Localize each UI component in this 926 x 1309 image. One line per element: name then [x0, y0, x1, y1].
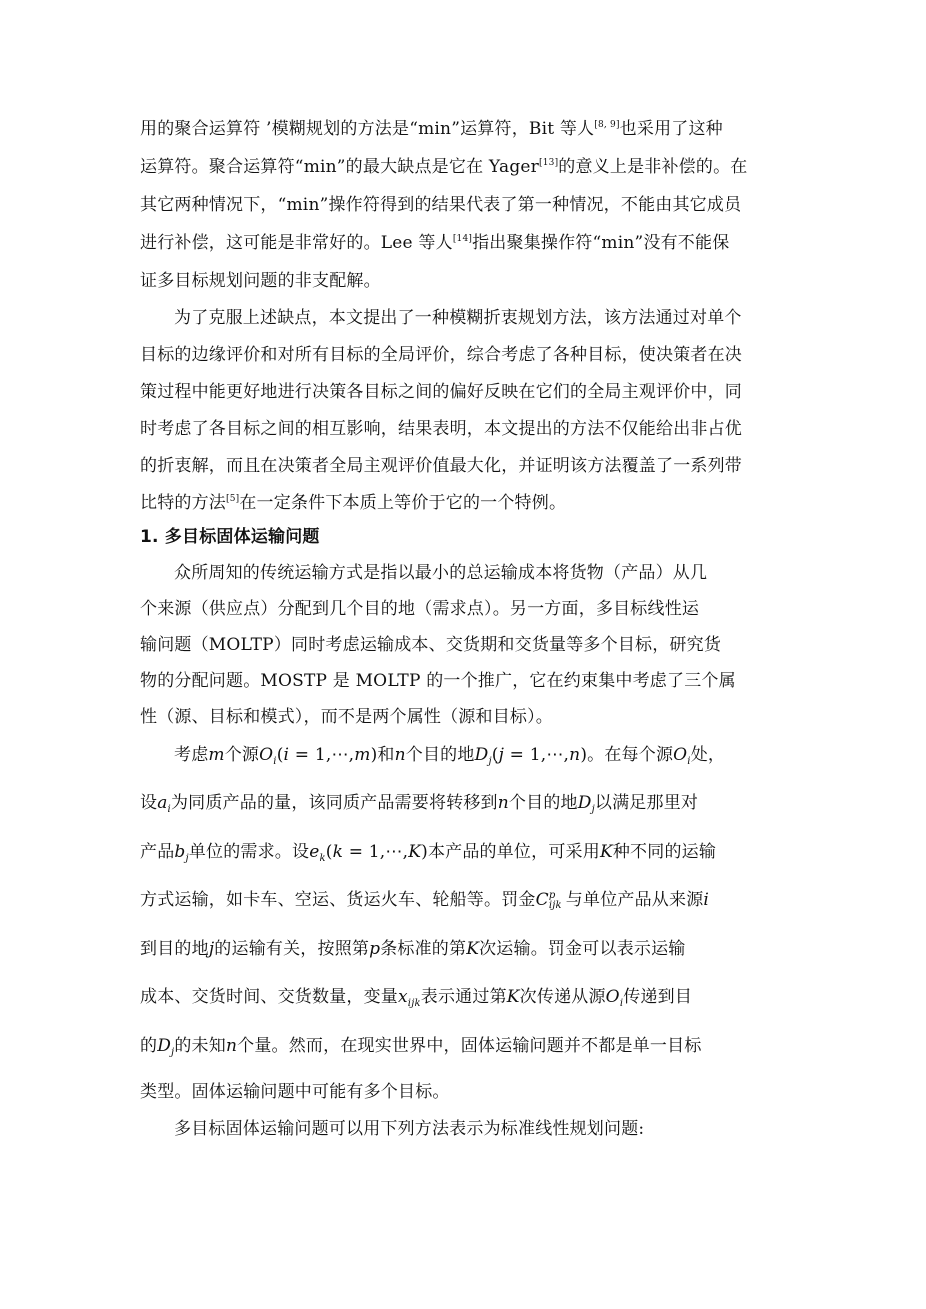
p1-line-5: 证多目标规划问题的非支配解。 — [140, 271, 381, 291]
math-var: a — [157, 793, 168, 813]
math-var: n — [497, 793, 509, 813]
math-sub: i — [687, 756, 691, 767]
text: 个源 — [224, 745, 260, 765]
text: 运算符。聚合运算符“min”的最大缺点是它在 Yager — [140, 157, 539, 177]
text: 个量。然而，在现实世界中，固体运输问题并不都是单一目标 — [237, 1036, 702, 1056]
math-var: K — [408, 842, 422, 862]
text: 。在每个源 — [587, 745, 674, 765]
p3-line-3: 输问题（MOLTP）同时考虑运输成本、交货期和交货量等多个目标，研究货 — [140, 635, 722, 655]
text: 本产品的单位，可采用 — [427, 842, 600, 862]
text: 用的聚合运算符 ’模糊规划的方法是“min”运算符，Bit 等人 — [140, 119, 595, 139]
text: 表示通过第 — [420, 987, 507, 1007]
math-sub: ijk — [548, 899, 562, 911]
math-sub: j — [171, 1047, 175, 1058]
text: 个目的地 — [405, 745, 475, 765]
p1-line-3: 其它两种情况下，“min”操作符得到的结果代表了第一种情况，不能由其它成员 — [140, 195, 742, 215]
math-text: = 1,⋯, — [343, 842, 409, 862]
math-var: D — [577, 793, 592, 813]
text: 和 — [377, 745, 395, 765]
math-var: n — [225, 1036, 238, 1056]
math-sub: j — [591, 804, 595, 815]
math-var: D — [157, 1036, 172, 1056]
p5-line-1: 多目标固体运输问题可以用下列方法表示为标准线性规划问题: — [174, 1119, 645, 1139]
citation: [8, 9] — [594, 120, 620, 130]
math-sub: j — [488, 756, 492, 767]
p4-line-6 — [140, 985, 692, 1009]
text: 为同质产品的量，该同质产品需要将转移到 — [170, 793, 498, 813]
math-paren: ( — [491, 745, 499, 765]
p2-line-1: 为了克服上述缺点，本文提出了一种模糊折衷规划方法，该方法通过对单个 — [174, 308, 742, 328]
text: 进行补偿，这可能是非常好的。Lee 等人 — [140, 233, 453, 253]
text: 指出聚集操作符“min”没有不能保 — [472, 233, 730, 253]
math-var: n — [569, 745, 581, 765]
math-var: i — [703, 890, 710, 910]
math-var: D — [474, 745, 489, 765]
math-var: K — [599, 842, 613, 862]
math-paren: ) — [580, 745, 588, 765]
text: 到目的地 — [140, 939, 209, 959]
math-var: O — [259, 745, 274, 765]
text: 设 — [140, 793, 158, 813]
text: 的意义上是非补偿的。在 — [558, 157, 748, 177]
math-sub: i — [619, 998, 624, 1009]
text: 与单位产品从来源 — [565, 890, 704, 910]
math-var: K — [466, 939, 480, 959]
math-sup: p — [548, 889, 556, 901]
math-var: b — [174, 842, 186, 862]
section-heading: 1. 多目标固体运输问题 — [140, 527, 320, 547]
math-var: e — [309, 842, 320, 862]
text: 产品 — [140, 842, 175, 862]
math-var: O — [605, 987, 620, 1007]
text: 次传递从源 — [519, 987, 606, 1007]
math-paren: ) — [370, 745, 378, 765]
math-var: O — [673, 745, 688, 765]
math-paren: ( — [325, 842, 333, 862]
citation: [14] — [452, 234, 473, 244]
p2-line-6 — [140, 491, 566, 515]
p4-line-5 — [140, 937, 686, 961]
math-var: j — [208, 939, 215, 959]
p3-line-4: 物的分配问题。MOSTP 是 MOLTP 的一个推广，它在约束集中考虑了三个属 — [140, 671, 736, 691]
math-sub: i — [273, 756, 277, 767]
text: 比特的方法 — [140, 493, 226, 513]
p4-line-7 — [140, 1034, 702, 1058]
math-paren: ( — [276, 745, 284, 765]
p4-line-8: 类型。固体运输问题中可能有多个目标。 — [140, 1082, 450, 1102]
text: 处， — [690, 745, 726, 765]
math-text: = 1,⋯, — [504, 745, 570, 765]
math-sub: k — [319, 853, 326, 864]
text: 成本、交货时间、交货数量，变量 — [140, 987, 398, 1007]
p3-line-1: 众所周知的传统运输方式是指以最小的总运输成本将货物（产品）从几 — [174, 563, 708, 583]
math-var: C — [535, 890, 549, 910]
text: 方式运输，如卡车、空运、货运火车、轮船等。罚金 — [140, 890, 536, 910]
math-var: j — [498, 745, 505, 765]
math-sub-sup — [549, 891, 562, 911]
text: 的运输有关，按照第 — [214, 939, 370, 959]
math-sub: ijk — [407, 998, 421, 1009]
text: 单位的需求。设 — [188, 842, 310, 862]
p3-line-2: 个来源（供应点）分配到几个目的地（需求点）。另一方面，多目标线性运 — [140, 599, 700, 619]
p1-line-2 — [140, 155, 747, 179]
math-paren: ) — [421, 842, 428, 862]
math-text: = 1,⋯, — [289, 745, 355, 765]
p2-line-2: 目标的边缘评价和对所有目标的全局评价，综合考虑了各种目标，使决策者在决 — [140, 345, 742, 365]
text: 传递到目 — [623, 987, 693, 1007]
text: 个目的地 — [508, 793, 578, 813]
text: 的未知 — [174, 1036, 226, 1056]
citation: [5] — [226, 494, 240, 504]
math-var: n — [394, 745, 406, 765]
math-var: p — [369, 939, 381, 959]
math-var: m — [354, 745, 371, 765]
math-var: x — [398, 987, 408, 1007]
text: 种不同的运输 — [612, 842, 717, 862]
math-sub: i — [167, 804, 171, 815]
text: 以满足那里对 — [594, 793, 699, 813]
p4-line-4 — [140, 888, 709, 912]
p2-line-5: 的折衷解，而且在决策者全局主观评价值最大化，并证明该方法覆盖了一系列带 — [140, 456, 742, 476]
math-var: m — [208, 745, 225, 765]
math-var: i — [283, 745, 290, 765]
p2-line-3: 策过程中能更好地进行决策各目标之间的偏好反映在它们的全局主观评价中，同 — [140, 382, 742, 402]
p4-line-3 — [140, 840, 716, 864]
p1-line-4 — [140, 231, 729, 255]
math-var: K — [506, 987, 520, 1007]
p1-line-1 — [140, 117, 723, 141]
citation: [13] — [539, 158, 559, 168]
text: 考虑 — [174, 745, 209, 765]
p3-line-5: 性（源、目标和模式），而不是两个属性（源和目标）。 — [140, 707, 553, 727]
p2-line-4: 时考虑了各目标之间的相互影响，结果表明，本文提出的方法不仅能给出非占优 — [140, 419, 742, 439]
p4-line-1 — [174, 743, 725, 767]
p4-line-2 — [140, 791, 698, 815]
math-var: k — [332, 842, 344, 862]
text: 也采用了这种 — [619, 119, 723, 139]
text: 条标准的第 — [380, 939, 467, 959]
text: 的 — [140, 1036, 158, 1056]
text: 在一定条件下本质上等价于它的一个特例。 — [239, 493, 567, 513]
text: 次运输。罚金可以表示运输 — [479, 939, 686, 959]
math-sub: j — [185, 853, 189, 864]
